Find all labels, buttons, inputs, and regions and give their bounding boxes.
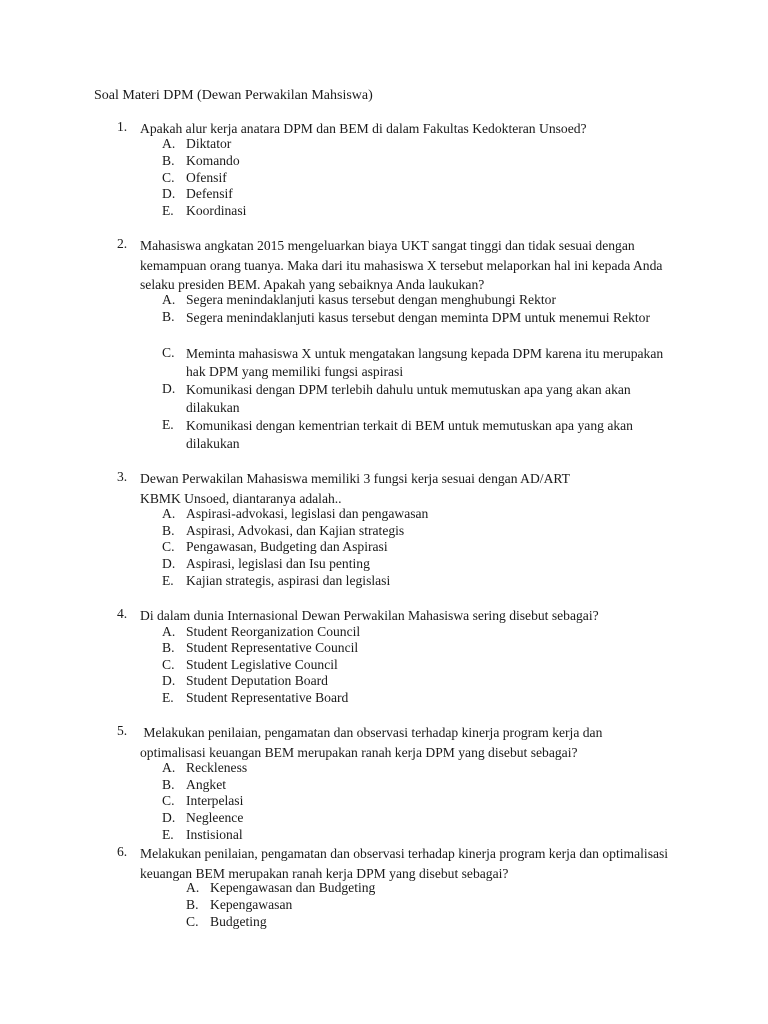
- option-letter: B.: [162, 309, 175, 324]
- option-text: Aspirasi, legislasi dan Isu penting: [186, 556, 370, 571]
- option-text: Komunikasi dengan kementrian terkait di BEM untuk memutuskan apa yang akan dilakukan: [186, 418, 633, 451]
- option-letter: A.: [162, 760, 176, 775]
- option-letter: E.: [162, 827, 174, 842]
- option-text: Defensif: [186, 186, 233, 201]
- option-letter: A.: [162, 624, 176, 639]
- option-letter: C.: [162, 793, 175, 808]
- option-letter: D.: [162, 810, 176, 825]
- option-text: Student Deputation Board: [186, 673, 328, 688]
- option-letter: A.: [162, 292, 176, 307]
- option-letter: B.: [162, 640, 175, 655]
- question-text: Dewan Perwakilan Mahasiswa memiliki 3 fungsi kerja sesuai dengan AD/ART KBMK Unsoed, diantaranya adalah..: [140, 471, 570, 506]
- document-title: Soal Materi DPM (Dewan Perwakilan Mahsiswa): [94, 88, 373, 103]
- option-letter: B.: [162, 523, 175, 538]
- option-text: Interpelasi: [186, 793, 244, 808]
- question-text: Melakukan penilaian, pengamatan dan observasi terhadap kinerja program kerja dan optimalisasi keuangan BEM merupakan ranah kerja DPM yang disebut sebagai?: [140, 725, 606, 760]
- option-text: Segera menindaklanjuti kasus tersebut dengan menghubungi Rektor: [186, 292, 556, 307]
- option-text: Meminta mahasiswa X untuk mengatakan langsung kepada DPM karena itu merupakan hak DPM yang memiliki fungsi aspirasi: [186, 346, 664, 379]
- option-text: Komunikasi dengan DPM terlebih dahulu untuk memutuskan apa yang akan akan dilakukan: [186, 382, 631, 415]
- question-text: Di dalam dunia Internasional Dewan Perwakilan Mahasiswa sering disebut sebagai?: [140, 608, 599, 623]
- option-text: Student Reorganization Council: [186, 624, 361, 639]
- question-number: 1.: [117, 119, 128, 134]
- option-letter: A.: [186, 880, 200, 895]
- option-letter: D.: [162, 186, 176, 201]
- question-text: Mahasiswa angkatan 2015 mengeluarkan biaya UKT sangat tinggi dan tidak sesuai dengan kemampuan orang tuanya. Maka dari itu mahasiswa X tersebut melaporkan hal ini kepada Anda selaku presiden BEM. Apakah yang sebaiknya Anda laukukan?: [140, 238, 663, 292]
- option-letter: D.: [162, 381, 176, 396]
- option-letter: C.: [162, 170, 175, 185]
- option-text: Student Representative Board: [186, 690, 349, 705]
- question-text: Apakah alur kerja anatara DPM dan BEM di dalam Fakultas Kedokteran Unsoed?: [140, 121, 587, 136]
- option-text: Aspirasi, Advokasi, dan Kajian strategis: [186, 523, 405, 538]
- question-number: 4.: [117, 606, 128, 621]
- option-letter: D.: [162, 556, 176, 571]
- option-text: Komando: [186, 153, 240, 168]
- option-letter: C.: [186, 914, 199, 929]
- question-number: 5.: [117, 723, 128, 738]
- option-letter: D.: [162, 673, 176, 688]
- option-text: Ofensif: [186, 170, 227, 185]
- option-text: Kajian strategis, aspirasi dan legislasi: [186, 573, 391, 588]
- option-text: Koordinasi: [186, 203, 247, 218]
- option-text: Kepengawasan: [210, 897, 293, 912]
- option-letter: B.: [162, 777, 175, 792]
- option-text: Reckleness: [186, 760, 248, 775]
- option-text: Student Representative Council: [186, 640, 359, 655]
- option-text: Kepengawasan dan Budgeting: [210, 880, 376, 895]
- option-letter: C.: [162, 539, 175, 554]
- option-letter: E.: [162, 203, 174, 218]
- option-text: Aspirasi-advokasi, legislasi dan pengawasan: [186, 506, 429, 521]
- option-letter: C.: [162, 657, 175, 672]
- question-text: Melakukan penilaian, pengamatan dan observasi terhadap kinerja program kerja dan optimalisasi keuangan BEM merupakan ranah kerja DPM yang disebut sebagai?: [140, 846, 669, 881]
- option-letter: E.: [162, 573, 174, 588]
- option-text: Student Legislative Council: [186, 657, 338, 672]
- option-letter: A.: [162, 136, 176, 151]
- option-text: Negleence: [186, 810, 244, 825]
- option-text: Instisional: [186, 827, 243, 842]
- option-letter: B.: [186, 897, 199, 912]
- option-letter: E.: [162, 690, 174, 705]
- option-text: Angket: [186, 777, 227, 792]
- question-number: 2.: [117, 236, 128, 251]
- option-text: Budgeting: [210, 914, 267, 929]
- option-letter: B.: [162, 153, 175, 168]
- option-letter: E.: [162, 417, 174, 432]
- option-text: Pengawasan, Budgeting dan Aspirasi: [186, 539, 388, 554]
- option-text: Segera menindaklanjuti kasus tersebut dengan meminta DPM untuk menemui Rektor: [186, 310, 650, 325]
- option-letter: A.: [162, 506, 176, 521]
- option-letter: C.: [162, 345, 175, 360]
- question-number: 3.: [117, 469, 128, 484]
- question-number: 6.: [117, 844, 128, 859]
- option-text: Diktator: [186, 136, 232, 151]
